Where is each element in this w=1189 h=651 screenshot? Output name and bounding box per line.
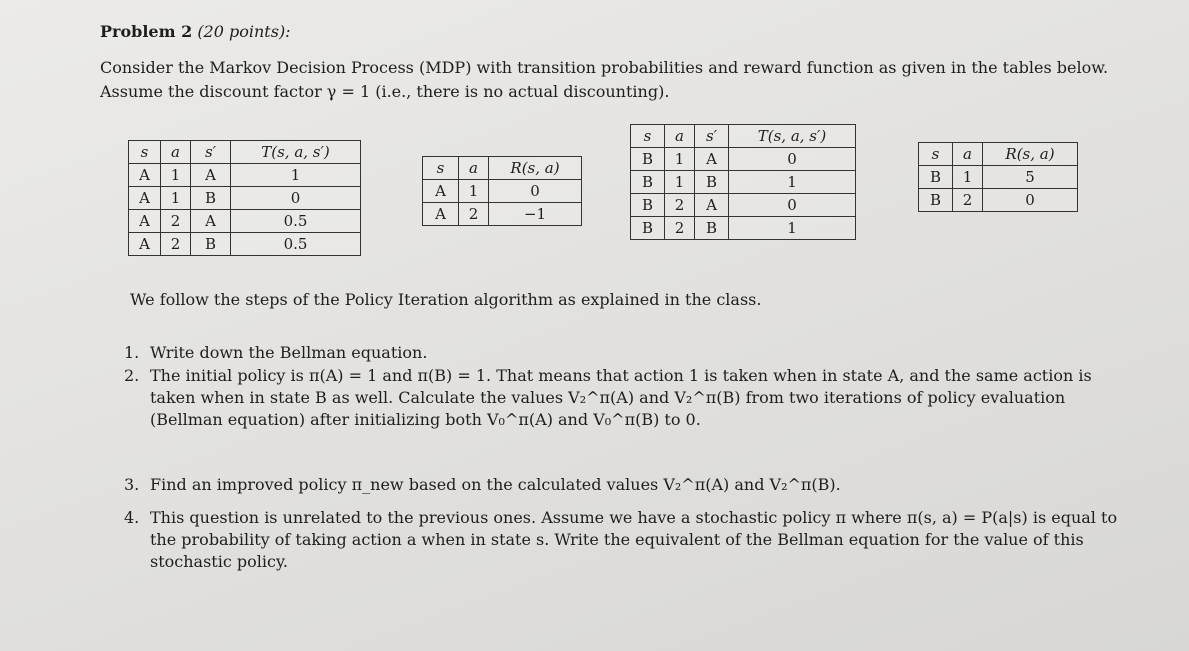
problem-label: Problem 2 xyxy=(100,22,193,41)
cell: A xyxy=(129,187,161,210)
cell: A xyxy=(191,164,231,187)
problem-title xyxy=(100,22,291,41)
intro-line-1: Consider the Markov Decision Process (MDP) with transition probabilities and reward function as given in the tables below. xyxy=(100,58,1109,77)
cell: A xyxy=(191,210,231,233)
cell: B xyxy=(631,217,665,240)
question-4 xyxy=(124,507,1134,573)
reward-table-a xyxy=(422,156,582,226)
question-2 xyxy=(124,365,1134,431)
col-header: s xyxy=(631,125,665,148)
cell: A xyxy=(695,148,729,171)
cell: 2 xyxy=(953,189,983,212)
table-header-row xyxy=(631,125,856,148)
question-3 xyxy=(124,474,1134,496)
cell: 2 xyxy=(161,233,191,256)
cell: A xyxy=(129,164,161,187)
cell: 1 xyxy=(953,166,983,189)
transition-table-b xyxy=(630,124,856,240)
col-header: R(s, a) xyxy=(489,157,582,180)
question-text: This question is unrelated to the previous ones. Assume we have a stochastic policy π where π(s, a) = P(a|s) is equal to the probability of taking action a when in state s. Write the equivalent of the Bellman equation for the value of this stochastic policy. xyxy=(150,508,1118,571)
cell: 2 xyxy=(161,210,191,233)
cell: A xyxy=(695,194,729,217)
col-header: T(s, a, s′) xyxy=(729,125,856,148)
cell: −1 xyxy=(489,203,582,226)
table-row xyxy=(129,187,361,210)
cell: 5 xyxy=(983,166,1078,189)
table-row xyxy=(631,217,856,240)
cell: 1 xyxy=(665,171,695,194)
cell: 2 xyxy=(665,217,695,240)
table-row xyxy=(129,233,361,256)
transition-table-a xyxy=(128,140,361,256)
table-row xyxy=(423,203,582,226)
col-header: a xyxy=(459,157,489,180)
cell: A xyxy=(129,233,161,256)
cell: B xyxy=(695,171,729,194)
cell: 1 xyxy=(231,164,361,187)
intro-line-2: Assume the discount factor γ = 1 (i.e., there is no actual discounting). xyxy=(100,82,670,101)
col-header: s xyxy=(423,157,459,180)
col-header: s′ xyxy=(695,125,729,148)
cell: 0 xyxy=(729,194,856,217)
col-header: s xyxy=(129,141,161,164)
table-row xyxy=(423,180,582,203)
question-number: 3. xyxy=(124,475,140,494)
question-number: 1. xyxy=(124,343,140,362)
question-number: 4. xyxy=(124,508,140,527)
cell: 0 xyxy=(489,180,582,203)
cell: 0 xyxy=(729,148,856,171)
cell: 1 xyxy=(729,171,856,194)
cell: 1 xyxy=(459,180,489,203)
cell: 1 xyxy=(665,148,695,171)
col-header: s′ xyxy=(191,141,231,164)
table-row xyxy=(631,171,856,194)
cell: B xyxy=(695,217,729,240)
question-text: The initial policy is π(A) = 1 and π(B) = 1. That means that action 1 is taken when in state A, and the same action is taken when in state B as well. Calculate the values V₂^π(A) and V₂^π(B) from two iterations of policy evaluation (Bellman equation) after initializing both V₀^π(A) and V₀^π(B) to 0. xyxy=(150,366,1092,429)
cell: A xyxy=(423,180,459,203)
question-text: Write down the Bellman equation. xyxy=(150,343,428,362)
table-row xyxy=(631,194,856,217)
table-header-row xyxy=(919,143,1078,166)
cell: 0.5 xyxy=(231,233,361,256)
cell: 2 xyxy=(459,203,489,226)
table-row xyxy=(919,166,1078,189)
cell: B xyxy=(631,148,665,171)
cell: A xyxy=(423,203,459,226)
cell: 0 xyxy=(231,187,361,210)
cell: A xyxy=(129,210,161,233)
col-header: a xyxy=(665,125,695,148)
col-header: a xyxy=(953,143,983,166)
col-header: R(s, a) xyxy=(983,143,1078,166)
table-row xyxy=(631,148,856,171)
col-header: a xyxy=(161,141,191,164)
cell: 0.5 xyxy=(231,210,361,233)
section-intro: We follow the steps of the Policy Iteration algorithm as explained in the class. xyxy=(130,290,762,309)
cell: B xyxy=(631,194,665,217)
table-header-row xyxy=(423,157,582,180)
cell: 2 xyxy=(665,194,695,217)
question-text: Find an improved policy π_new based on the calculated values V₂^π(A) and V₂^π(B). xyxy=(150,475,841,494)
col-header: T(s, a, s′) xyxy=(231,141,361,164)
reward-table-b xyxy=(918,142,1078,212)
cell: B xyxy=(919,189,953,212)
cell: B xyxy=(631,171,665,194)
question-1 xyxy=(124,342,1134,364)
cell: B xyxy=(191,233,231,256)
table-row xyxy=(919,189,1078,212)
cell: 1 xyxy=(729,217,856,240)
cell: B xyxy=(919,166,953,189)
cell: 1 xyxy=(161,187,191,210)
question-number: 2. xyxy=(124,366,140,385)
problem-points: (20 points): xyxy=(197,22,291,41)
cell: 0 xyxy=(983,189,1078,212)
col-header: s xyxy=(919,143,953,166)
table-header-row xyxy=(129,141,361,164)
cell: 1 xyxy=(161,164,191,187)
table-row xyxy=(129,164,361,187)
table-row xyxy=(129,210,361,233)
cell: B xyxy=(191,187,231,210)
